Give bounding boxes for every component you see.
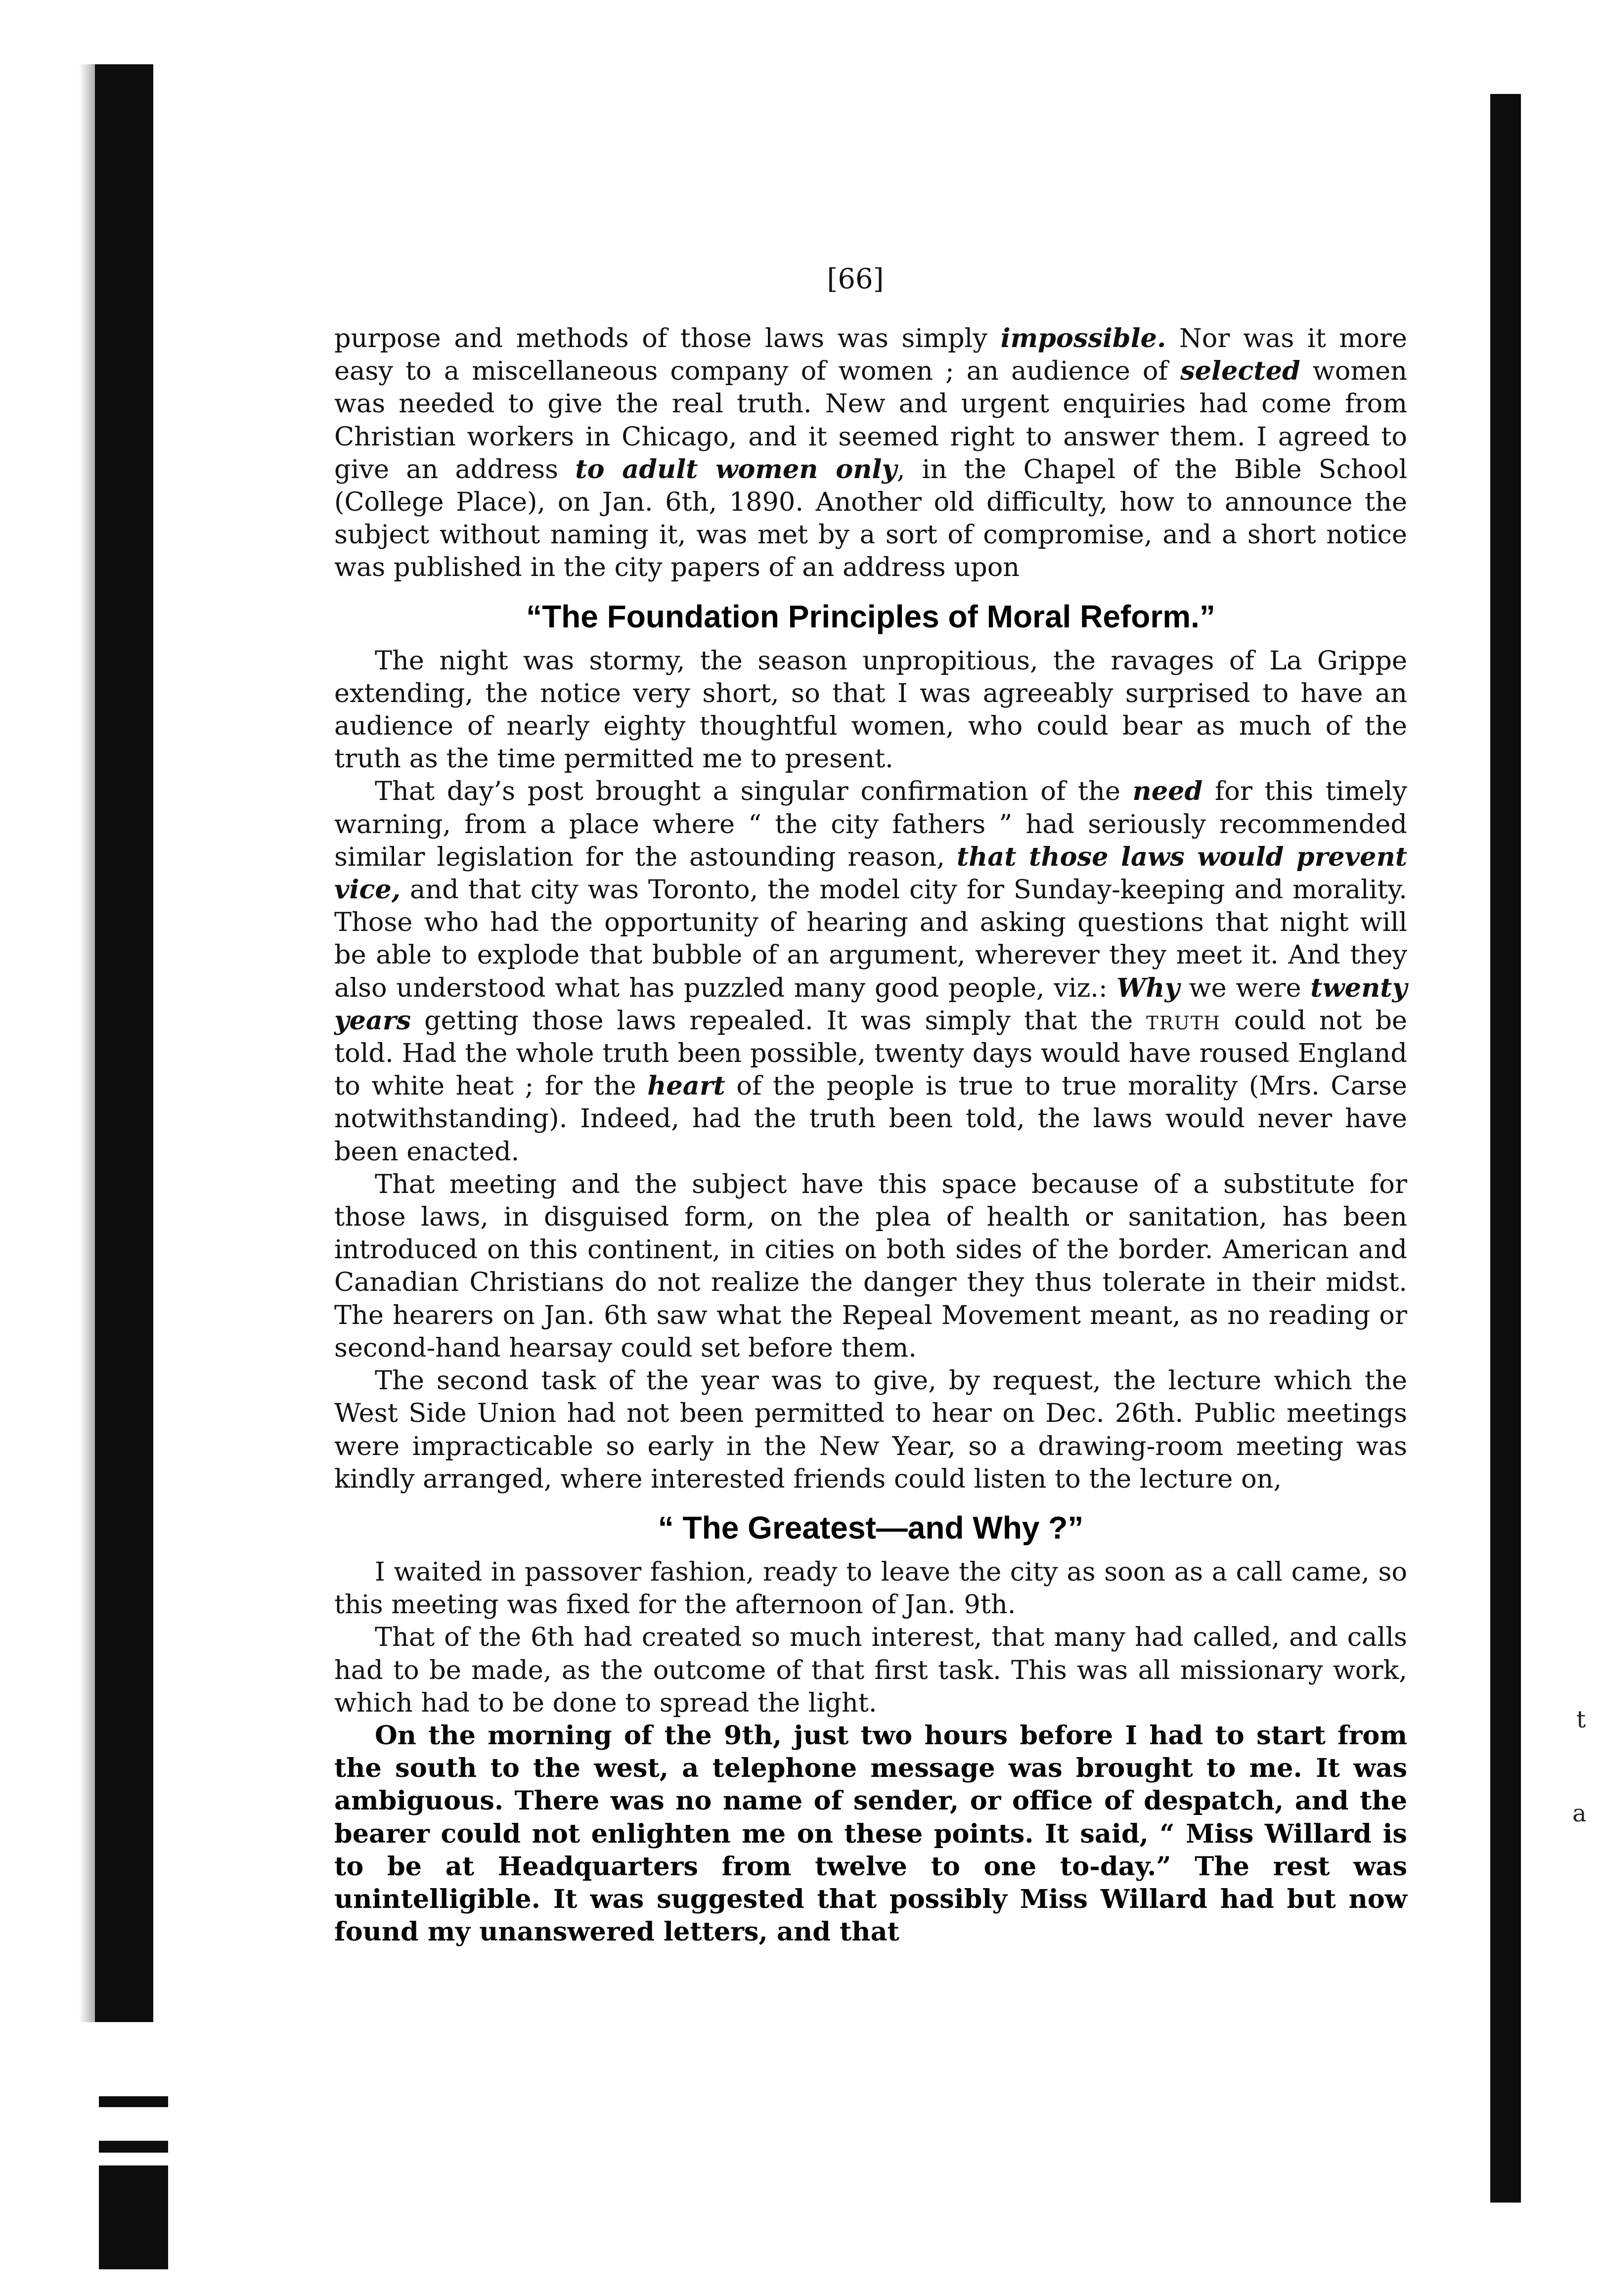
paragraph: That day’s post brought a singular confirmation of the need for this timely warning, from a place where “ the city fathers ” had seriously recommended similar legislation for the astounding reason, that those laws would prevent vice, and that city was Toronto, the model city for Sunday-keeping and morality. Those who had the opportunity of hearing and asking questions that night will be able to explode that bubble of an argument, wherever they meet it. And they also understood what has puzzled many good people, viz.: Why we were twenty years getting those laws repealed. It was simply that the truth could not be told. Had the whole truth been possible, twenty days would have roused England to white heat ; for the heart of the people is true to true morality (Mrs. Carse notwithstanding). Indeed, had the truth been told, the laws would never have been enacted. [334,776,1407,1167]
scan-right-border [1490,94,1521,2203]
section-heading: “The Foundation Principles of Moral Reform.” [526,598,1215,634]
paragraph: I waited in passover fashion, ready to leave the city as soon as a call came, so this meeting was fixed for the afternoon of Jan. 9th. [334,1556,1407,1620]
paragraph: purpose and methods of those laws was simply impossible. Nor was it more easy to a miscellaneous company of women ; an audience of selected women was needed to give the real truth. New and urgent enquiries had come from Christian workers in Chicago, and it seemed right to answer them. I agreed to give an address to adult women only, in the Chapel of the Bible School (College Place), on Jan. 6th, 1890. Another old difficulty, how to announce the subject without naming it, was met by a sort of compromise, and a short notice was published in the city papers of an address upon [334,323,1407,583]
page-number: [66] [827,263,884,295]
scan-left-mark [99,2141,168,2153]
scan-left-mark [99,2165,168,2269]
page-body [334,257,1407,1948]
scan-left-mark [99,2096,168,2107]
paragraph: That meeting and the subject have this space because of a substitute for those laws, in disguised form, on the plea of health or sanitation, has been introduced on this continent, in cities on both sides of the border. American and Canadian Christians do not realize the danger they thus tolerate in their midst. The hearers on Jan. 6th saw what the Repeal Movement meant, as no reading or second-hand hearsay could set before them. [334,1169,1407,1363]
paragraph: On the morning of the 9th, just two hours before I had to start from the south to the west, a telephone message was brought to me. It was ambiguous. There was no name of sender, or office of despatch, and the bearer could not enlighten me on these points. It said, “ Miss Willard is to be at Headquarters from twelve to one to-day.” The rest was unintelligible. It was suggested that possibly Miss Willard had but now found my unanswered letters, and that [334,1720,1407,1947]
margin-letter: t [1576,1706,1586,1733]
scan-left-border [95,64,153,2022]
paragraph: That of the 6th had created so much interest, that many had called, and calls had to be made, as the outcome of that first task. This was all missionary work, which had to be done to spread the light. [334,1622,1407,1718]
section-heading: “ The Greatest—and Why ?” [658,1509,1084,1545]
paragraph: The night was stormy, the season unpropitious, the ravages of La Grippe extending, the notice very short, so that I was agreeably surprised to have an audience of nearly eighty thoughtful women, who could bear as much of the truth as the time permitted me to present. [334,645,1407,774]
paragraph: The second task of the year was to give, by request, the lecture which the West Side Union had not been permitted to hear on Dec. 26th. Public meetings were impracticable so early in the New Year, so a drawing-room meeting was kindly arranged, where interested friends could listen to the lecture on, [334,1366,1407,1494]
margin-letter: a [1572,1800,1587,1827]
